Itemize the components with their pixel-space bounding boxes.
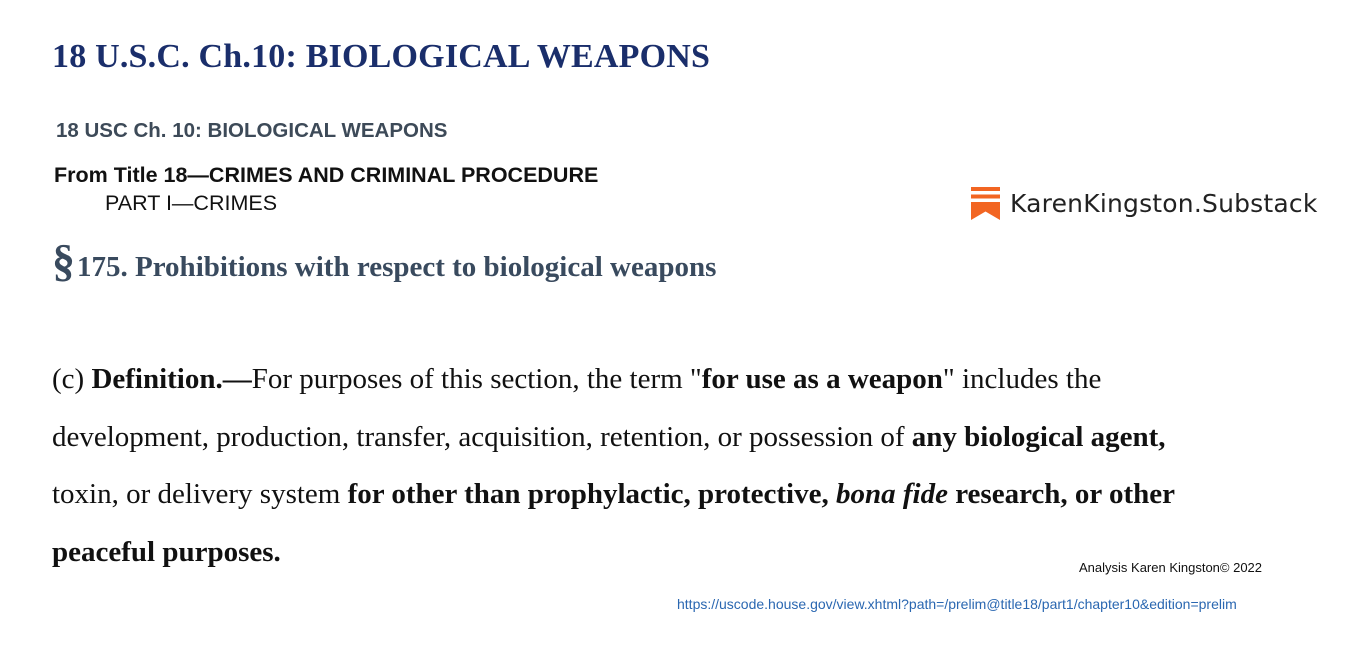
subsection-label: (c)	[52, 363, 92, 395]
analysis-credit: Analysis Karen Kingston© 2022	[1079, 560, 1263, 575]
source-link[interactable]: https://uscode.house.gov/view.xhtml?path=/prelim@title18/part1/chapter10&edition=prelim	[677, 596, 1237, 612]
definition-line	[52, 466, 1312, 524]
substack-brand[interactable]	[971, 187, 1318, 220]
defined-term: for use as a weapon	[701, 363, 943, 395]
definition-text: development, production, transfer, acquisition, retention, or possession of	[52, 420, 912, 453]
section-title: 175. Prohibitions with respect to biological weapons	[77, 251, 717, 283]
definition-line	[52, 409, 1312, 467]
definition-heading: Definition.—	[91, 363, 252, 395]
clip-header: 18 USC Ch. 10: BIOLOGICAL WEAPONS	[56, 119, 448, 142]
substack-bookmark-icon	[971, 187, 1000, 220]
definition-text: For purposes of this section, the term "	[251, 363, 702, 395]
page-title: 18 U.S.C. Ch.10: BIOLOGICAL WEAPONS	[52, 38, 711, 75]
definition-emphasis: any biological agent,	[911, 420, 1166, 453]
definition-emphasis: peaceful purposes.	[52, 535, 281, 568]
definition-text: " includes the	[942, 363, 1102, 395]
title-heading: From Title 18—CRIMES AND CRIMINAL PROCEDURE	[54, 163, 599, 187]
section-heading	[52, 235, 717, 286]
definition-emphasis: research, or other	[947, 478, 1176, 510]
definition-paragraph	[52, 351, 1312, 581]
definition-emphasis-italic: bona fide	[835, 478, 948, 510]
definition-emphasis: for other than prophylactic, protective,	[347, 478, 836, 510]
definition-text: toxin, or delivery system	[52, 478, 348, 510]
part-heading: PART I—CRIMES	[105, 191, 278, 215]
section-symbol: §	[52, 235, 75, 286]
definition-line	[52, 351, 1312, 409]
brand-label: KarenKingston.Substack	[1010, 189, 1318, 218]
